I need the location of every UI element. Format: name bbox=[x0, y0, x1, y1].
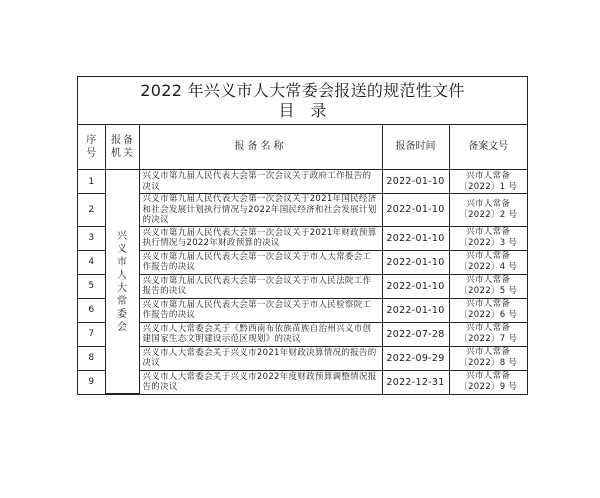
row-seq: 1 bbox=[78, 170, 105, 194]
row-seq: 2 bbox=[78, 194, 105, 227]
record-table bbox=[78, 125, 527, 394]
header-name: 报备名称 bbox=[139, 125, 382, 170]
row-record-number bbox=[449, 346, 527, 370]
record-prefix: 兴市人常备 bbox=[466, 251, 511, 261]
record-prefix: 兴市人常备 bbox=[466, 227, 511, 237]
table-row bbox=[78, 322, 527, 346]
record-number: 〔2022〕4 号 bbox=[459, 262, 518, 272]
row-seq: 4 bbox=[78, 250, 105, 274]
record-number: 〔2022〕2 号 bbox=[459, 209, 518, 220]
record-number: 〔2022〕1 号 bbox=[459, 181, 518, 192]
table-row bbox=[78, 194, 527, 227]
record-prefix: 兴市人常备 bbox=[466, 170, 511, 181]
header-row bbox=[78, 125, 527, 170]
header-org: 报备机关 bbox=[105, 125, 139, 170]
row-record-number bbox=[449, 322, 527, 346]
record-prefix: 兴市人常备 bbox=[466, 275, 511, 285]
row-record-number bbox=[449, 226, 527, 250]
reporting-organ-label: 兴义市人大常委会 bbox=[117, 230, 127, 333]
document-table bbox=[77, 76, 528, 395]
row-record-number bbox=[449, 194, 527, 227]
row-record-number bbox=[449, 274, 527, 298]
table-row bbox=[78, 274, 527, 298]
row-date: 2022-12-31 bbox=[382, 370, 449, 394]
record-prefix: 兴市人常备 bbox=[466, 371, 511, 381]
row-record-number bbox=[449, 170, 527, 194]
row-document-name: 兴义市第九届人民代表大会第一次会议关于2021年财政预算执行情况与2022年财政预算的决议 bbox=[139, 226, 382, 250]
row-date: 2022-01-10 bbox=[382, 194, 449, 227]
record-number: 〔2022〕7 号 bbox=[459, 334, 518, 344]
row-date: 2022-01-10 bbox=[382, 298, 449, 322]
row-document-name: 兴义市第九届人民代表大会第一次会议关于市人民检察院工作报告的决议 bbox=[139, 298, 382, 322]
row-date: 2022-01-10 bbox=[382, 170, 449, 194]
table-row bbox=[78, 226, 527, 250]
row-document-name: 兴义市人大常委会关于兴义市2022年度财政预算调整情况报告的决议 bbox=[139, 370, 382, 394]
header-seq: 序号 bbox=[78, 125, 105, 170]
record-number: 〔2022〕5 号 bbox=[459, 286, 518, 296]
record-prefix: 兴市人常备 bbox=[466, 198, 511, 209]
row-seq: 8 bbox=[78, 346, 105, 370]
row-document-name: 兴义市人大常委会关于兴义市2021年财政决算情况的报告的决议 bbox=[139, 346, 382, 370]
table-row bbox=[78, 298, 527, 322]
table-row bbox=[78, 346, 527, 370]
row-seq: 9 bbox=[78, 370, 105, 394]
record-number: 〔2022〕6 号 bbox=[459, 310, 518, 320]
row-seq: 5 bbox=[78, 274, 105, 298]
record-prefix: 兴市人常备 bbox=[466, 299, 511, 309]
header-record: 备案文号 bbox=[449, 125, 527, 170]
record-number: 〔2022〕8 号 bbox=[459, 358, 518, 368]
row-record-number bbox=[449, 250, 527, 274]
page-subtitle: 目录 bbox=[278, 100, 343, 120]
header-date: 报备时间 bbox=[382, 125, 449, 170]
row-date: 2022-01-10 bbox=[382, 226, 449, 250]
reporting-organ bbox=[105, 170, 139, 394]
row-document-name: 兴义市第九届人民代表大会第一次会议关于政府工作报告的决议 bbox=[139, 170, 382, 194]
table-row bbox=[78, 170, 527, 194]
record-number: 〔2022〕3 号 bbox=[459, 238, 518, 248]
row-date: 2022-01-10 bbox=[382, 274, 449, 298]
record-number: 〔2022〕9 号 bbox=[459, 382, 518, 392]
row-date: 2022-09-29 bbox=[382, 346, 449, 370]
row-document-name: 兴义市第九届人民代表大会第一次会议关于市人民法院工作报告的决议 bbox=[139, 274, 382, 298]
record-prefix: 兴市人常备 bbox=[466, 323, 511, 333]
row-seq: 3 bbox=[78, 226, 105, 250]
row-record-number bbox=[449, 298, 527, 322]
title-block bbox=[78, 77, 527, 125]
row-date: 2022-07-28 bbox=[382, 322, 449, 346]
row-record-number bbox=[449, 370, 527, 394]
table-row bbox=[78, 250, 527, 274]
row-seq: 7 bbox=[78, 322, 105, 346]
table-row bbox=[78, 370, 527, 394]
record-prefix: 兴市人常备 bbox=[466, 347, 511, 357]
row-seq: 6 bbox=[78, 298, 105, 322]
row-document-name: 兴义市第九届人民代表大会第一次会议关于市人大常委会工作报告的决议 bbox=[139, 250, 382, 274]
row-document-name: 兴义市人大常委会关于《黔西南布依族苗族自治州兴义市创建国家生态文明建设示范区规划》的决议 bbox=[139, 322, 382, 346]
row-document-name: 兴义市第九届人民代表大会第一次会议关于2021年国民经济和社会发展计划执行情况与2022年国民经济和社会发展计划的决议 bbox=[139, 194, 382, 227]
row-date: 2022-01-10 bbox=[382, 250, 449, 274]
page-title: 2022 年兴义市人大常委会报送的规范性文件 bbox=[140, 80, 465, 100]
